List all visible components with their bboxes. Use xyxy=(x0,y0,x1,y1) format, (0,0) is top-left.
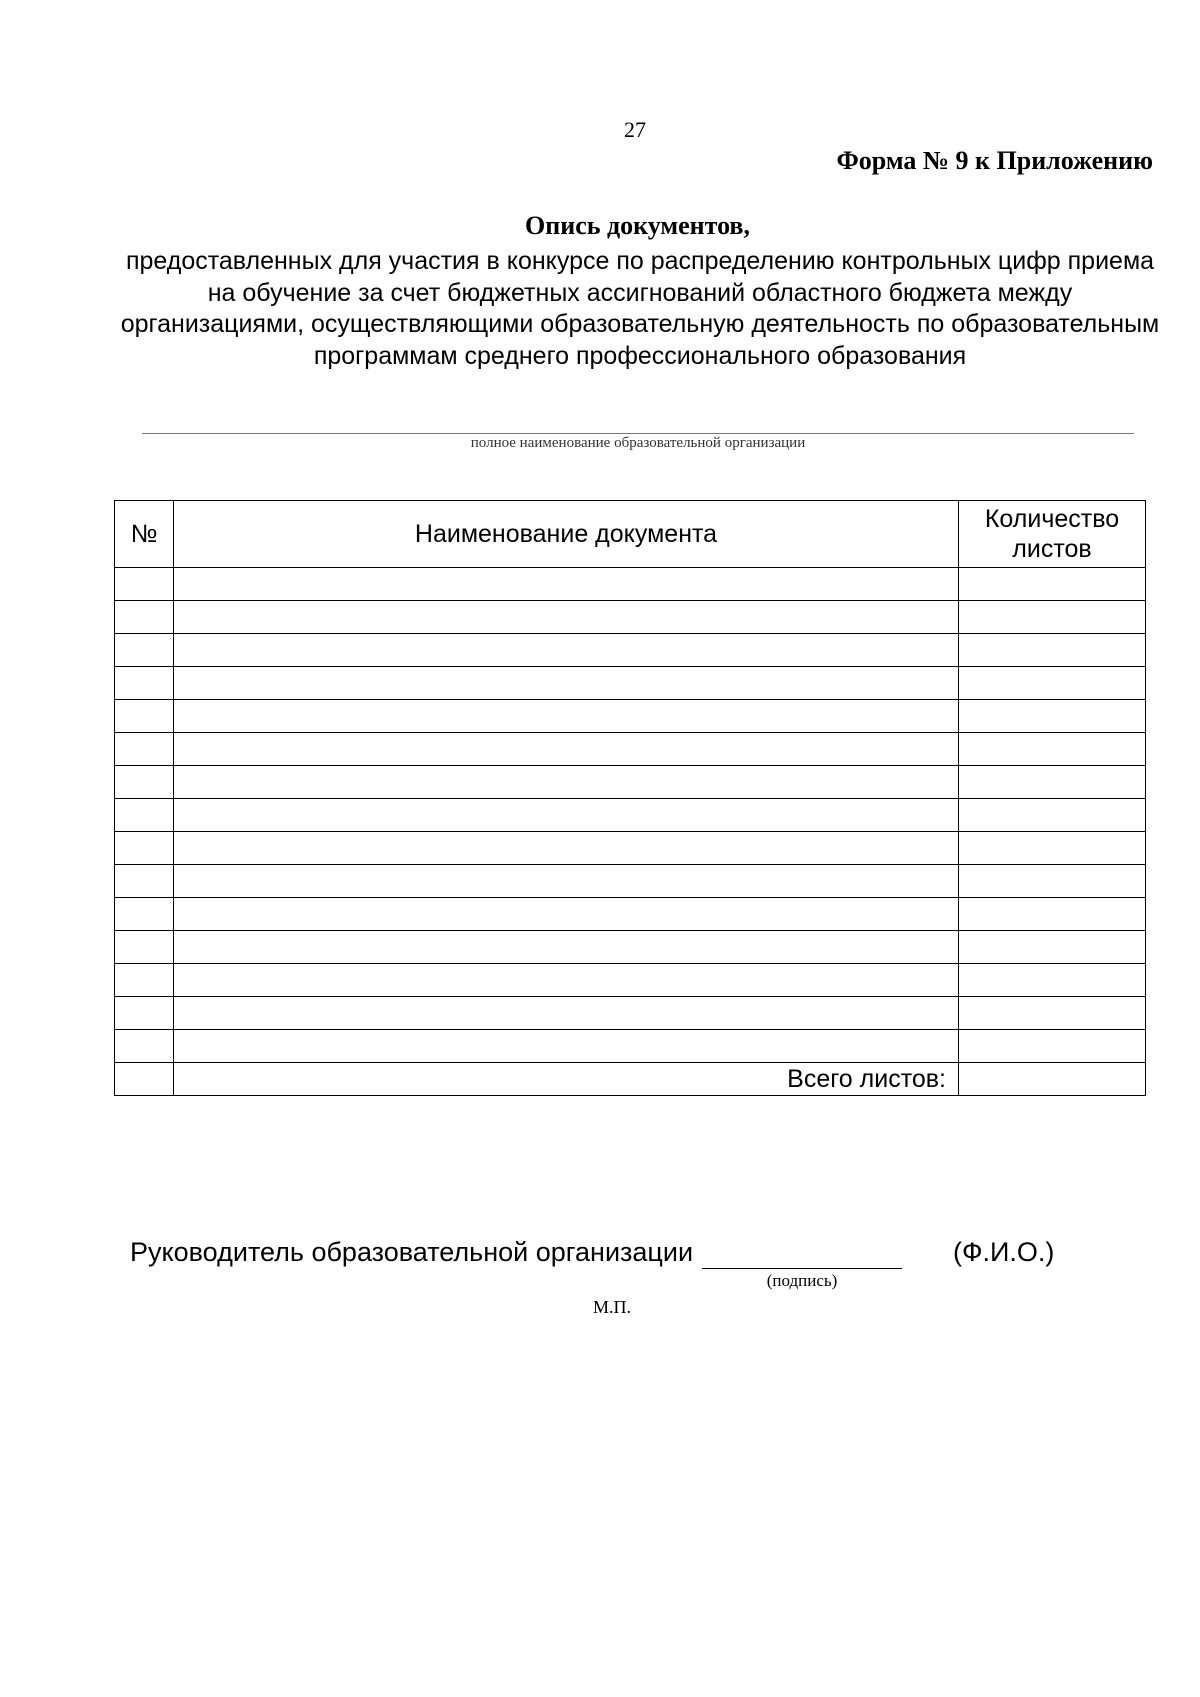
cell-number[interactable] xyxy=(115,568,174,601)
total-sheets-value[interactable] xyxy=(959,1063,1146,1096)
cell-sheet-count[interactable] xyxy=(959,964,1146,997)
cell-document-name[interactable] xyxy=(174,1030,959,1063)
cell-sheet-count[interactable] xyxy=(959,700,1146,733)
header-sheet-count xyxy=(959,501,1146,568)
documents-table xyxy=(114,500,1146,1096)
cell-number[interactable] xyxy=(115,799,174,832)
table-header-row xyxy=(115,501,1146,568)
cell-number[interactable] xyxy=(115,700,174,733)
page-number: 27 xyxy=(624,117,646,142)
cell-number[interactable] xyxy=(115,931,174,964)
table-row xyxy=(115,634,1146,667)
cell-sheet-count[interactable] xyxy=(959,733,1146,766)
cell-document-name[interactable] xyxy=(174,931,959,964)
organization-name-line[interactable] xyxy=(142,433,1134,434)
cell-number[interactable] xyxy=(115,667,174,700)
signer-label: Руководитель образовательной организации xyxy=(130,1237,694,1267)
cell-number[interactable] xyxy=(115,997,174,1030)
cell-number[interactable] xyxy=(115,634,174,667)
cell-number[interactable] xyxy=(115,1063,174,1096)
table-row xyxy=(115,733,1146,766)
table-row xyxy=(115,964,1146,997)
cell-document-name[interactable] xyxy=(174,898,959,931)
header-document-name: Наименование документа xyxy=(174,501,959,568)
cell-document-name[interactable] xyxy=(174,997,959,1030)
cell-document-name[interactable] xyxy=(174,865,959,898)
cell-sheet-count[interactable] xyxy=(959,766,1146,799)
cell-sheet-count[interactable] xyxy=(959,931,1146,964)
cell-number[interactable] xyxy=(115,766,174,799)
header-sheet-count-line1: Количество xyxy=(984,505,1120,533)
table-row xyxy=(115,865,1146,898)
header-number: № xyxy=(115,501,174,568)
cell-sheet-count[interactable] xyxy=(959,799,1146,832)
organization-name-caption: полное наименование образовательной организации xyxy=(470,435,806,451)
table-row xyxy=(115,1030,1146,1063)
table-row xyxy=(115,997,1146,1030)
table-row xyxy=(115,766,1146,799)
cell-sheet-count[interactable] xyxy=(959,997,1146,1030)
cell-document-name[interactable] xyxy=(174,799,959,832)
cell-number[interactable] xyxy=(115,865,174,898)
signature-caption: (подпись) xyxy=(766,1271,838,1290)
cell-document-name[interactable] xyxy=(174,700,959,733)
signature-line[interactable] xyxy=(702,1268,902,1269)
table-row xyxy=(115,700,1146,733)
cell-number[interactable] xyxy=(115,964,174,997)
cell-sheet-count[interactable] xyxy=(959,898,1146,931)
cell-number[interactable] xyxy=(115,1030,174,1063)
table-row xyxy=(115,568,1146,601)
document-subtitle: предоставленных для участия в конкурсе по распределению контрольных цифр приема на обучение за счет бюджетных ассигнований областного бюджета между организациями, осуществляющими образовательную деятельность по образовательным программам среднего профессионального образования xyxy=(120,247,1160,370)
cell-document-name[interactable] xyxy=(174,832,959,865)
table-row xyxy=(115,931,1146,964)
table-row xyxy=(115,898,1146,931)
table-row xyxy=(115,832,1146,865)
cell-number[interactable] xyxy=(115,733,174,766)
cell-document-name[interactable] xyxy=(174,766,959,799)
cell-number[interactable] xyxy=(115,601,174,634)
cell-sheet-count[interactable] xyxy=(959,568,1146,601)
table-row xyxy=(115,601,1146,634)
cell-number[interactable] xyxy=(115,898,174,931)
cell-document-name[interactable] xyxy=(174,733,959,766)
cell-sheet-count[interactable] xyxy=(959,601,1146,634)
cell-sheet-count[interactable] xyxy=(959,865,1146,898)
cell-sheet-count[interactable] xyxy=(959,634,1146,667)
header-sheet-count-line2: листов xyxy=(1012,535,1092,563)
table-total-row xyxy=(115,1063,1146,1096)
stamp-label: М.П. xyxy=(593,1297,632,1317)
total-sheets-label: Всего листов: xyxy=(174,1063,959,1096)
fio-label: (Ф.И.О.) xyxy=(953,1237,1055,1267)
cell-document-name[interactable] xyxy=(174,568,959,601)
cell-sheet-count[interactable] xyxy=(959,832,1146,865)
document-title: Опись документов, xyxy=(525,211,750,240)
cell-document-name[interactable] xyxy=(174,964,959,997)
form-label: Форма № 9 к Приложению xyxy=(836,146,1153,175)
cell-sheet-count[interactable] xyxy=(959,667,1146,700)
table-body xyxy=(115,568,1146,1096)
cell-sheet-count[interactable] xyxy=(959,1030,1146,1063)
table-row xyxy=(115,667,1146,700)
cell-number[interactable] xyxy=(115,832,174,865)
table-row xyxy=(115,799,1146,832)
cell-document-name[interactable] xyxy=(174,601,959,634)
cell-document-name[interactable] xyxy=(174,634,959,667)
cell-document-name[interactable] xyxy=(174,667,959,700)
